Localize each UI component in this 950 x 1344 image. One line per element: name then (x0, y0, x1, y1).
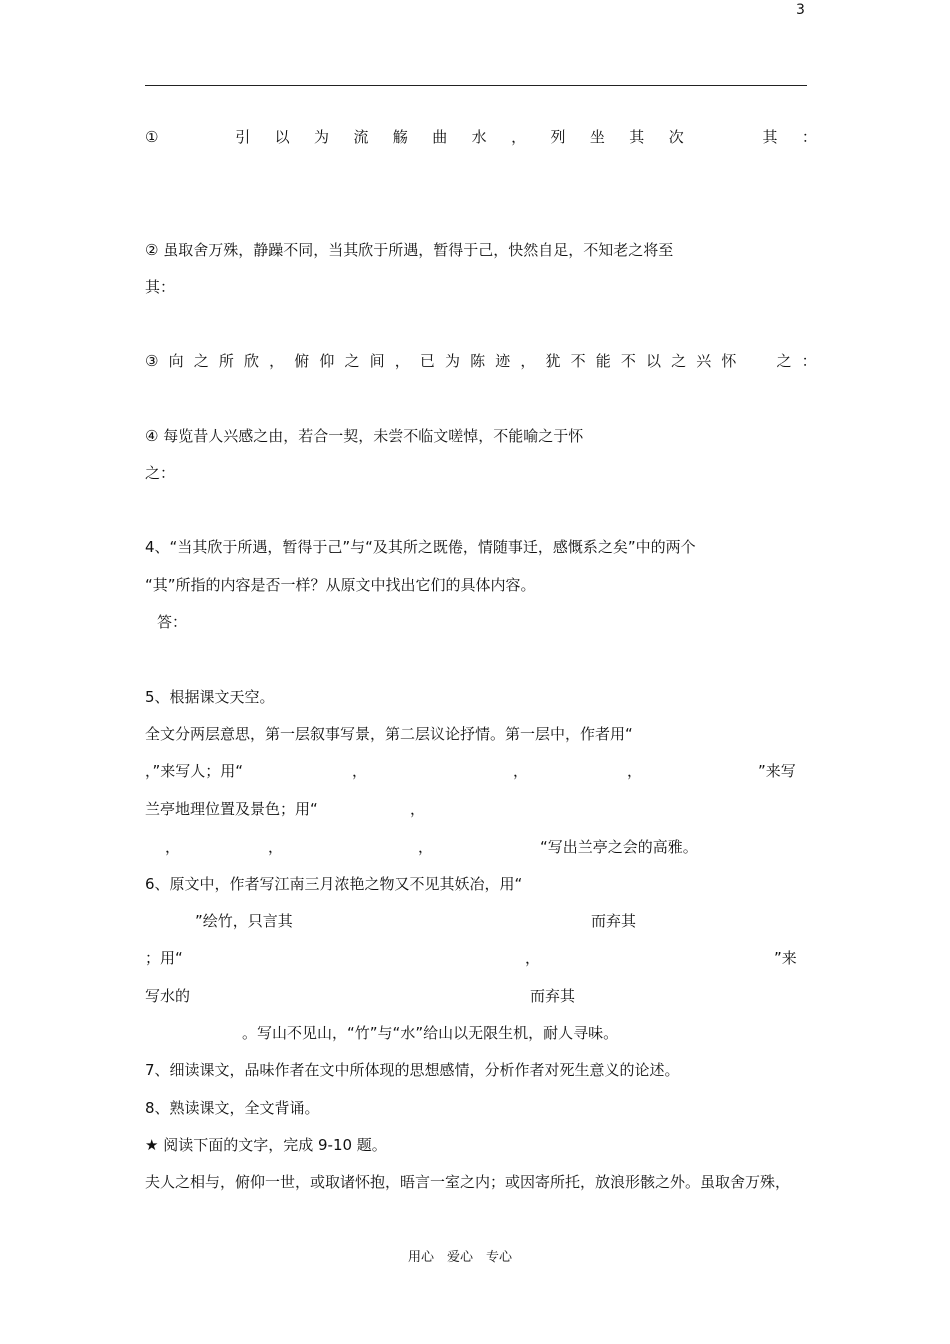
item-char: 觞 (392, 128, 408, 146)
item-char: 为 (444, 352, 460, 370)
item-char: 犹 (545, 352, 561, 370)
q6-line-3-b: ， (525, 949, 541, 967)
q6-line-3-a: ；用“ (145, 949, 183, 967)
q4-line-2: “其”所指的内容是否一样？从原文中找出它们的具体内容。 (145, 576, 536, 594)
item-char: 兴 (696, 352, 712, 370)
header-rule (145, 85, 807, 86)
target-word: 之 (776, 352, 792, 370)
colon: ： (801, 352, 817, 370)
passage-line: 夫人之相与，俯仰一世，或取诸怀抱，晤言一室之内；或因寄所托，放浪形骸之外。虽取舍万殊， (145, 1173, 791, 1191)
page-number: 3 (796, 2, 805, 18)
q5-line-4-c: ， (418, 838, 434, 856)
item-char: ， (394, 352, 410, 370)
item-char: 之 (344, 352, 360, 370)
item-number: ③ (145, 352, 159, 370)
q7: 7、细读课文，品味作者在文中所体现的思想感情，分析作者对死生意义的论述。 (145, 1061, 680, 1079)
item-number: ① (145, 128, 159, 146)
q5-line-4-a: ， (165, 838, 181, 856)
q6-line-3-c: ”来 (774, 949, 797, 967)
item-char: 能 (595, 352, 611, 370)
item-char: 所 (218, 352, 234, 370)
page-footer: 用心 爱心 专心 (408, 1250, 513, 1265)
q6-line-2-b: 而弃其 (591, 912, 637, 930)
q3-item-4-label: 之： (145, 464, 176, 482)
item-char: 水 (471, 128, 487, 146)
item-char: 以 (645, 352, 661, 370)
item-char: 仰 (319, 352, 335, 370)
q6-line-4-b: 而弃其 (530, 987, 576, 1005)
item-char: 迹 (495, 352, 511, 370)
q5-line-3-b: ， (410, 800, 426, 818)
q5-line-2-e: ”来写 (758, 762, 796, 780)
item-char: ， (511, 128, 527, 146)
q3-item-2: ② 虽取舍万殊，静躁不同，当其欣于所遇，暂得于己，快然自足，不知老之将至 (145, 241, 674, 259)
item-char: 次 (668, 128, 684, 146)
q5-line-1: 全文分两层意思，第一层叙事写景，第二层议论抒情。第一层中，作者用“ (145, 725, 633, 743)
q6-line-5: 。写山不见山，“竹”与“水”给山以无限生机，耐人寻味。 (242, 1024, 619, 1042)
reading-prompt: ★ 阅读下面的文字，完成 9-10 题。 (145, 1136, 387, 1154)
item-char: 曲 (432, 128, 448, 146)
q5-line-4-d: “写出兰亭之会的高雅。 (540, 838, 698, 856)
item-char: 为 (314, 128, 330, 146)
q5-line-2-a: ，”来写人；用“ (145, 762, 244, 780)
item-char: 引 (235, 128, 251, 146)
q8: 8、熟读课文，全文背诵。 (145, 1099, 320, 1117)
item-char: 坐 (589, 128, 605, 146)
item-char: 不 (570, 352, 586, 370)
item-char: 怀 (721, 352, 737, 370)
item-char: 不 (620, 352, 636, 370)
q3-item-4: ④ 每览昔人兴感之由，若合一契，未尝不临文嗟悼，不能喻之于怀 (145, 427, 584, 445)
item-char: 列 (550, 128, 566, 146)
item-char: 向 (168, 352, 184, 370)
q5-line-3-a: 兰亭地理位置及景色；用“ (145, 800, 318, 818)
q5-line-2-d: ， (627, 762, 643, 780)
item-char: 之 (671, 352, 687, 370)
q3-item-2-label: 其： (145, 278, 176, 296)
item-char: 俯 (294, 352, 310, 370)
item-char: 间 (369, 352, 385, 370)
q5-line-2-b: ， (352, 762, 368, 780)
q5-line-2-c: ， (513, 762, 529, 780)
item-char: 欣 (243, 352, 259, 370)
item-char: 流 (353, 128, 369, 146)
colon: ： (801, 128, 817, 146)
q5-title: 5、根据课文天空。 (145, 688, 275, 706)
q6-line-4-a: 写水的 (145, 987, 191, 1005)
q4-answer-label: 答： (157, 613, 188, 631)
item-char: 以 (274, 128, 290, 146)
item-char: 之 (193, 352, 209, 370)
q6-line-2-a: ”绘竹，只言其 (195, 912, 293, 930)
q6-line-1: 6、原文中，作者写江南三月浓艳之物又不见其妖冶，用“ (145, 875, 523, 893)
target-word: 其 (762, 128, 778, 146)
item-char: 陈 (470, 352, 486, 370)
item-char: ， (520, 352, 536, 370)
item-char: 已 (419, 352, 435, 370)
q5-line-4-b: ， (268, 838, 284, 856)
q3-item-1 (145, 127, 817, 147)
item-char: 其 (629, 128, 645, 146)
item-char: ， (269, 352, 285, 370)
q3-item-3 (145, 351, 817, 371)
q4-line-1: 4、“当其欣于所遇，暂得于己”与“及其所之既倦，情随事迁，感慨系之矣”中的两个 (145, 538, 696, 556)
